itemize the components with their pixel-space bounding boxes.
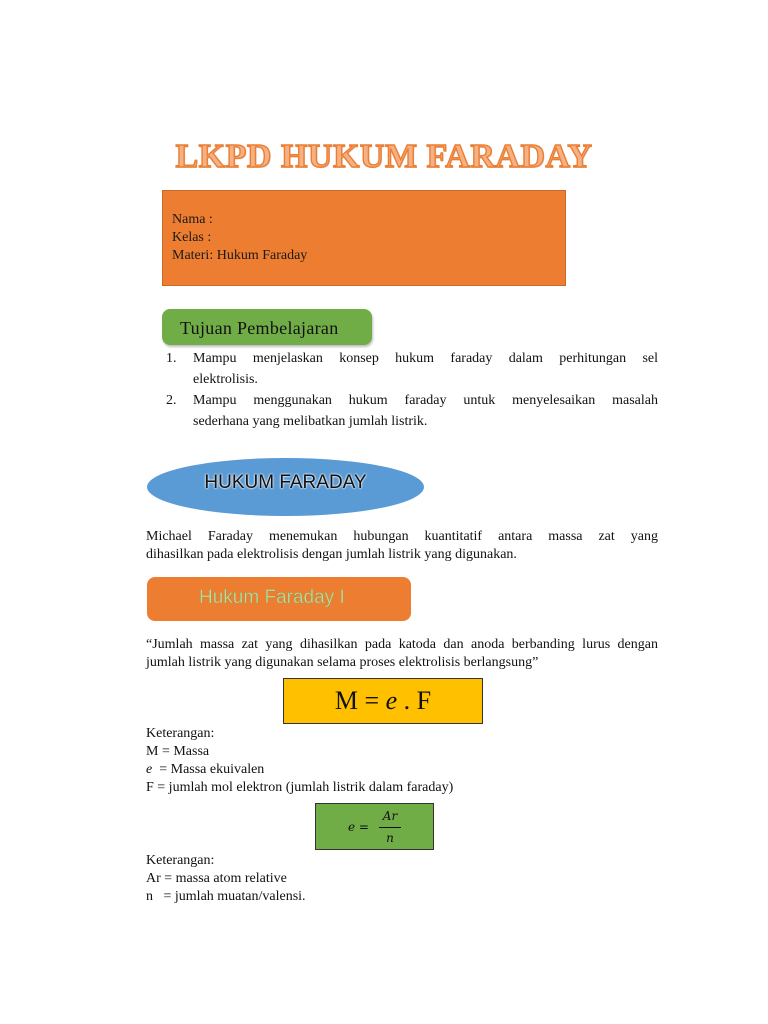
student-identity-box xyxy=(162,190,566,286)
objectives-list xyxy=(166,348,658,432)
objective-line: elektrolisis. xyxy=(193,372,258,387)
intro-line: dihasilkan pada elektrolisis dengan jumlah listrik yang digunakan. xyxy=(146,547,517,562)
keterangan-n: n = jumlah muatan/valensi. xyxy=(146,889,306,904)
equivalent-mass-formula-box xyxy=(315,803,434,850)
kelas-field-label: Kelas : xyxy=(172,230,212,245)
faraday-formula-box xyxy=(283,678,483,724)
e-symbol: e xyxy=(146,762,153,777)
keterangan-f: F = jumlah mol elektron (jumlah listrik dalam faraday) xyxy=(146,780,454,795)
quote-line: “Jumlah massa zat yang dihasilkan pada katoda dan anoda berbanding lurus dengan xyxy=(146,637,658,652)
keterangan-1 xyxy=(146,725,453,797)
quote-line: jumlah listrik yang digunakan selama proses elektrolisis berlangsung” xyxy=(146,655,539,670)
nama-field-label: Nama : xyxy=(172,212,213,227)
fraction-bar xyxy=(379,827,401,828)
e-text: = Massa ekuivalen xyxy=(152,762,265,777)
objectives-heading-tab xyxy=(162,309,372,345)
law1-heading: Hukum Faraday I xyxy=(199,587,345,608)
formula-lhs: M = xyxy=(334,686,386,715)
keterangan-label: Keterangan: xyxy=(146,853,215,868)
law1-heading-tab xyxy=(147,577,411,621)
page-title: LKPD HUKUM FARADAY xyxy=(175,138,593,175)
objective-number: 1. xyxy=(166,351,177,366)
objective-line: sederhana yang melibatkan jumlah listrik. xyxy=(193,414,428,429)
objectives-heading: Tujuan Pembelajaran xyxy=(180,318,339,338)
materi-field-label: Materi: Hukum Faraday xyxy=(172,248,308,263)
objective-line: Mampu menggunakan hukum faraday untuk menyelesaikan masalah xyxy=(193,393,658,408)
formula2-lhs: e = xyxy=(348,820,369,834)
section-heading-ellipse xyxy=(147,458,424,516)
keterangan-e xyxy=(146,761,453,779)
keterangan-label: Keterangan: xyxy=(146,726,215,741)
keterangan-m: M = Massa xyxy=(146,744,210,759)
objective-line: Mampu menjelaskan konsep hukum faraday dalam perhitungan sel xyxy=(193,351,658,366)
intro-line: Michael Faraday menemukan hubungan kuantitatif antara massa zat yang xyxy=(146,529,658,544)
keterangan-2 xyxy=(146,852,306,906)
objective-number: 2. xyxy=(166,393,177,408)
formula-e-symbol: e xyxy=(385,686,398,715)
law1-quote xyxy=(146,636,658,672)
formula2-numerator: Ar xyxy=(382,809,398,823)
keterangan-ar: Ar = massa atom relative xyxy=(146,871,287,886)
intro-paragraph xyxy=(146,528,658,564)
objective-item xyxy=(166,390,658,432)
formula2-denominator: n xyxy=(386,831,394,845)
section-heading: HUKUM FARADAY xyxy=(204,472,367,493)
formula-rhs: . F xyxy=(397,686,432,715)
objective-item xyxy=(166,348,658,390)
